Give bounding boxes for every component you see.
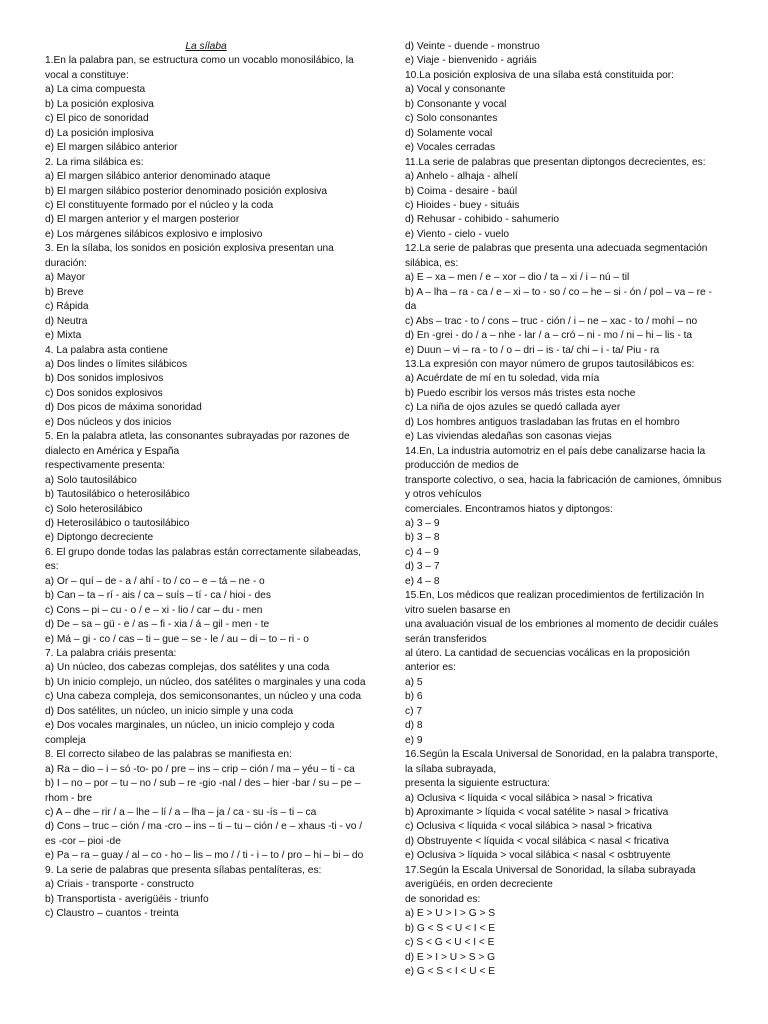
answer-option: c) El pico de sonoridad: [45, 113, 149, 125]
answer-option: b) Can – ta – rí - ais / ca – suís – tí - ca / hioi - des: [45, 590, 271, 602]
question-text: 5. En la palabra atleta, las consonantes subrayadas por razones de dialecto en América y España: [45, 431, 350, 457]
answer-option: d) Obstruyente < líquida < vocal silábica < nasal < fricativa: [405, 835, 669, 847]
answer-option: e) Las viviendas aledañas son casonas viejas: [405, 431, 612, 443]
answer-option: c) Solo consonantes: [405, 113, 498, 125]
answer-option: c) A – dhe – rir / a – lhe – lí / a – lha – ja / ca - su -ís – ti – ca: [45, 807, 317, 819]
answer-option: d) El margen anterior y el margen posterior: [45, 214, 240, 226]
answer-option: d) Neutra: [45, 315, 88, 327]
answer-option: b) Aproximante > líquida < vocal satélite > nasal > fricativa: [405, 807, 669, 819]
answer-option: e) 9: [405, 734, 423, 746]
answer-option: b) El margen silábico posterior denominado posición explosiva: [45, 185, 328, 197]
answer-option: c) Dos sonidos explosivos: [45, 387, 163, 399]
answer-option: a) Criais - transporte - constructo: [45, 879, 194, 891]
answer-option: b) Consonante y vocal: [405, 98, 507, 110]
answer-option: d) Heterosilábico o tautosilábico: [45, 517, 190, 529]
answer-option: c) Una cabeza compleja, dos semiconsonantes, un núcleo y una coda: [45, 691, 362, 703]
answer-option: e) G < S < I < U < E: [405, 966, 496, 977]
answer-option: c) El constituyente formado por el núcleo y la coda: [45, 199, 274, 211]
answer-option: b) La posición explosiva: [45, 98, 154, 110]
question-text: 1.En la palabra pan, se estructura como un vocablo monosilábico, la vocal a constituye:: [45, 55, 354, 81]
answer-option: a) Ra – dio – i – só -to- po / pre – ins – crip – ción / ma – yéu – ti - ca: [45, 763, 355, 775]
answer-option: c) Abs – trac - to / cons – truc - ción / i – ne – xac - to / mohí – no: [405, 315, 698, 327]
answer-option: b) I – no – por – tu – no / sub – re -gio -nal / des – hier -bar / su – pe – rhom - bre: [45, 778, 361, 804]
answer-option: e) Mixta: [45, 330, 82, 342]
question-text: 7. La palabra criáis presenta:: [45, 648, 177, 660]
answer-option: b) A – lha – ra - ca / e – xi – to - so / co – he – si - ón / pol – va – re - da: [405, 286, 712, 313]
question-text: 11.La serie de palabras que presentan diptongos decrecientes, es:: [405, 156, 706, 168]
answer-option: e) Má – gi - co / cas – ti – gue – se - le / au – di – to – ri - o: [45, 633, 309, 645]
answer-option: d) 8: [405, 720, 423, 732]
answer-option: una avaluación visual de los embriones al momento de decidir cuáles serán transferidos: [405, 619, 719, 645]
answer-option: b) Tautosilábico o heterosilábico: [45, 489, 190, 501]
answer-option: a) Solo tautosilábico: [45, 474, 137, 486]
answer-option: d) Dos satélites, un núcleo, un inicio simple y una coda: [45, 705, 294, 717]
question-text: 2. La rima silábica es:: [45, 156, 144, 168]
answer-option: a) 3 – 9: [405, 517, 440, 529]
left-column: [45, 40, 367, 922]
answer-option: respectivamente presenta:: [45, 460, 166, 472]
answer-option: c) 7: [405, 705, 422, 717]
question-text: 9. La serie de palabras que presenta sílabas pentalíteras, es:: [45, 864, 322, 876]
answer-option: e) Dos núcleos y dos inicios: [45, 416, 172, 428]
question-text: 8. El correcto silabeo de las palabras se manifiesta en:: [45, 749, 292, 761]
answer-option: a) La cima compuesta: [45, 84, 146, 96]
answer-option: a) Acuérdate de mí en tu soledad, vida mía: [405, 373, 600, 385]
question-text: 13.La expresión con mayor número de grupos tautosilábicos es:: [405, 358, 695, 370]
answer-option: a) Vocal y consonante: [405, 84, 506, 96]
answer-option: b) Coima - desaire - baúl: [405, 185, 518, 197]
answer-option: a) E – xa – men / e – xor – dio / ta – xi / i – nú – til: [405, 272, 630, 284]
answer-option: e) Pa – ra – guay / al – co - ho – lis – mo / / ti - i – to / pro – hi – bi – do: [45, 850, 364, 862]
answer-option: c) La niña de ojos azules se quedó callada ayer: [405, 402, 621, 414]
answer-option: e) Vocales cerradas: [405, 142, 496, 154]
answer-option: c) Rápida: [45, 301, 89, 313]
answer-option: b) Breve: [45, 286, 84, 298]
answer-option: a) Or – quí – de - a / ahí - to / co – e – tá – ne - o: [45, 575, 265, 587]
answer-option: de sonoridad es:: [405, 893, 481, 905]
answer-option: d) En -grei - do / a – nhe - lar / a – cró – ni - mo / ni – hi – lis - ta: [405, 330, 693, 342]
answer-option: transporte colectivo, o sea, hacia la fabricación de camiones, ómnibus y otros vehículos: [405, 474, 722, 501]
answer-option: c) Oclusiva < líquida < vocal silábica > nasal > fricativa: [405, 821, 652, 833]
question-text: 16.Según la Escala Universal de Sonoridad, en la palabra transporte, la sílaba subrayada,: [405, 749, 718, 775]
answer-option: d) La posición implosiva: [45, 127, 154, 139]
answer-option: comerciales. Encontramos hiatos y diptongos:: [405, 503, 613, 515]
question-text: 10.La posición explosiva de una sílaba está constituida por:: [405, 69, 675, 81]
answer-option: e) El margen silábico anterior: [45, 142, 178, 154]
answer-option: c) Claustro – cuantos - treinta: [45, 908, 179, 920]
answer-option: b) Dos sonidos implosivos: [45, 373, 164, 385]
question-text: 12.La serie de palabras que presenta una adecuada segmentación silábica, es:: [405, 243, 708, 269]
answer-option: d) Los hombres antiguos trasladaban las frutas en el hombro: [405, 416, 680, 428]
answer-option: b) Un inicio complejo, un núcleo, dos satélites o marginales y una coda: [45, 676, 366, 688]
answer-option: c) Cons – pi – cu - o / e – xi - lio / car – du - men: [45, 604, 263, 616]
question-text: 4. La palabra asta contiene: [45, 344, 168, 356]
answer-option: presenta la siguiente estructura:: [405, 778, 550, 790]
answer-option: e) Diptongo decreciente: [45, 532, 154, 544]
answer-option: a) 5: [405, 676, 423, 688]
answer-option: e) Viaje - bienvenido - agriáis: [405, 55, 537, 67]
answer-option: c) S < G < U < I < E: [405, 937, 495, 949]
page-title: La sílaba: [185, 41, 227, 52]
answer-option: d) Solamente vocal: [405, 127, 493, 139]
answer-option: c) Hioides - buey - situáis: [405, 199, 520, 211]
answer-option: d) Veinte - duende - monstruo: [405, 41, 540, 52]
answer-option: b) 3 – 8: [405, 532, 440, 544]
answer-option: e) Viento - cielo - vuelo: [405, 228, 510, 240]
answer-option: d) Rehusar - cohibido - sahumerio: [405, 214, 560, 226]
question-text: 3. En la sílaba, los sonidos en posición explosiva presentan una duración:: [45, 243, 334, 269]
answer-option: al útero. La cantidad de secuencias vocálicas en la proposición anterior es:: [405, 648, 690, 674]
answer-option: a) Anhelo - alhaja - alhelí: [405, 171, 518, 183]
answer-option: a) E > U > I > G > S: [405, 908, 496, 920]
answer-option: b) 6: [405, 691, 423, 703]
answer-option: c) 4 – 9: [405, 546, 439, 558]
answer-option: e) 4 – 8: [405, 575, 440, 587]
answer-option: d) E > I > U > S > G: [405, 951, 496, 963]
answer-option: a) Dos lindes o límites silábicos: [45, 358, 188, 370]
question-text: 6. El grupo donde todas las palabras están correctamente silabeadas, es:: [45, 546, 362, 573]
right-column: [405, 40, 723, 979]
question-text: 14.En, La industria automotriz en el país debe canalizarse hacia la producción de medios de: [405, 445, 706, 472]
answer-option: a) Oclusiva < líquida < vocal silábica > nasal > fricativa: [405, 792, 653, 804]
answer-option: d) De – sa – gü - e / as – fi - xia / á – gil - men - te: [45, 619, 270, 631]
answer-option: a) El margen silábico anterior denominado ataque: [45, 171, 271, 183]
answer-option: a) Mayor: [45, 272, 86, 284]
answer-option: d) Dos picos de máxima sonoridad: [45, 402, 202, 414]
answer-option: c) Solo heterosilábico: [45, 503, 143, 515]
answer-option: e) Oclusiva > líquida > vocal silábica < nasal < osbtruyente: [405, 850, 671, 862]
answer-option: e) Los márgenes silábicos explosivo e implosivo: [45, 228, 263, 240]
answer-option: a) Un núcleo, dos cabezas complejas, dos satélites y una coda: [45, 662, 330, 674]
answer-option: e) Duun – vi – ra - to / o – dri – is - ta/ chi – i - ta/ Piu - ra: [405, 344, 660, 356]
answer-option: d) 3 – 7: [405, 561, 440, 573]
answer-option: b) Puedo escribir los versos más tristes esta noche: [405, 387, 636, 399]
answer-option: b) G < S < U < I < E: [405, 922, 496, 934]
answer-option: e) Dos vocales marginales, un núcleo, un inicio complejo y coda compleja: [45, 720, 335, 746]
answer-option: d) Cons – truc – ción / ma -cro – ins – ti – tu – ción / e – xhaus -ti - vo / es -cor – pioi -de: [45, 821, 363, 847]
question-text: 15.En, Los médicos que realizan procedimientos de fertilización In vitro suelen basarse en: [405, 590, 704, 616]
question-text: 17.Según la Escala Universal de Sonoridad, la sílaba subrayada averigüéis, en orden decreciente: [405, 864, 696, 891]
answer-option: b) Transportista - averigüéis - triunfo: [45, 893, 209, 905]
